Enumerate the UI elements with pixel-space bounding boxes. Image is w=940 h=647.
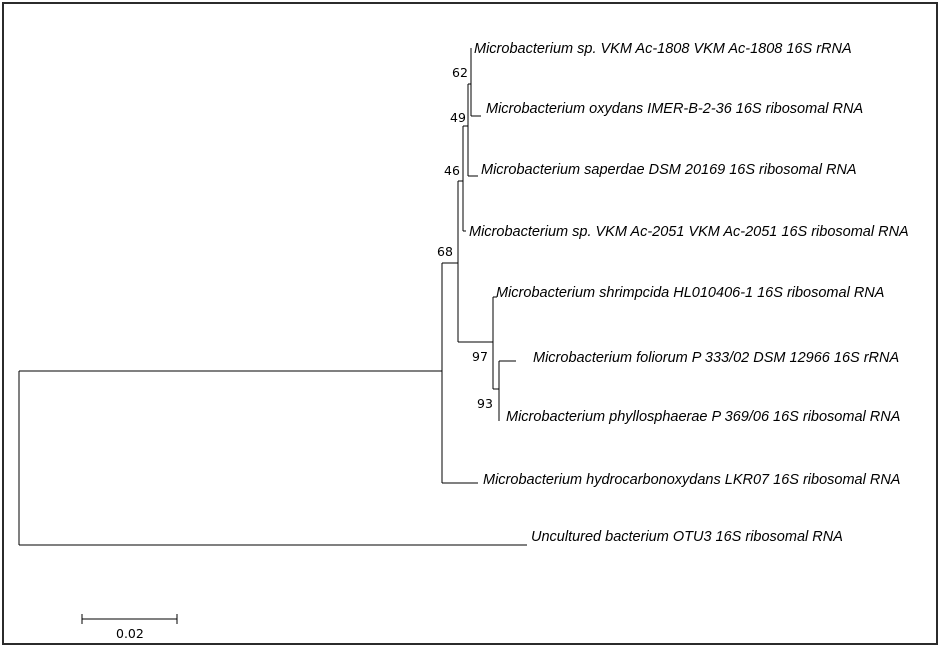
scale-bar-label: 0.02 [116,626,144,641]
taxon-label: Microbacterium foliorum P 333/02 DSM 12966 16S rRNA [533,350,900,366]
bootstrap-value: 62 [452,65,468,80]
taxon-label: Microbacterium sp. VKM Ac-2051 VKM Ac-2051 16S ribosomal RNA [469,224,909,240]
taxon-labels [469,41,909,545]
bootstrap-value: 68 [437,244,453,259]
taxon-label: Microbacterium shrimpcida HL010406-1 16S ribosomal RNA [496,285,885,301]
bootstrap-value: 49 [450,110,466,125]
bootstrap-value: 97 [472,349,488,364]
taxon-label: Microbacterium phyllosphaerae P 369/06 16S ribosomal RNA [506,409,901,425]
bootstrap-value: 93 [477,396,493,411]
taxon-label: Microbacterium hydrocarbonoxydans LKR07 16S ribosomal RNA [483,472,901,488]
scale-bar [82,614,177,641]
bootstrap-value: 46 [444,163,460,178]
taxon-label: Microbacterium saperdae DSM 20169 16S ribosomal RNA [481,162,857,178]
taxon-label: Microbacterium sp. VKM Ac-1808 VKM Ac-1808 16S rRNA [474,41,852,57]
taxon-label: Uncultured bacterium OTU3 16S ribosomal RNA [531,529,843,545]
taxon-label: Microbacterium oxydans IMER-B-2-36 16S ribosomal RNA [486,101,864,117]
